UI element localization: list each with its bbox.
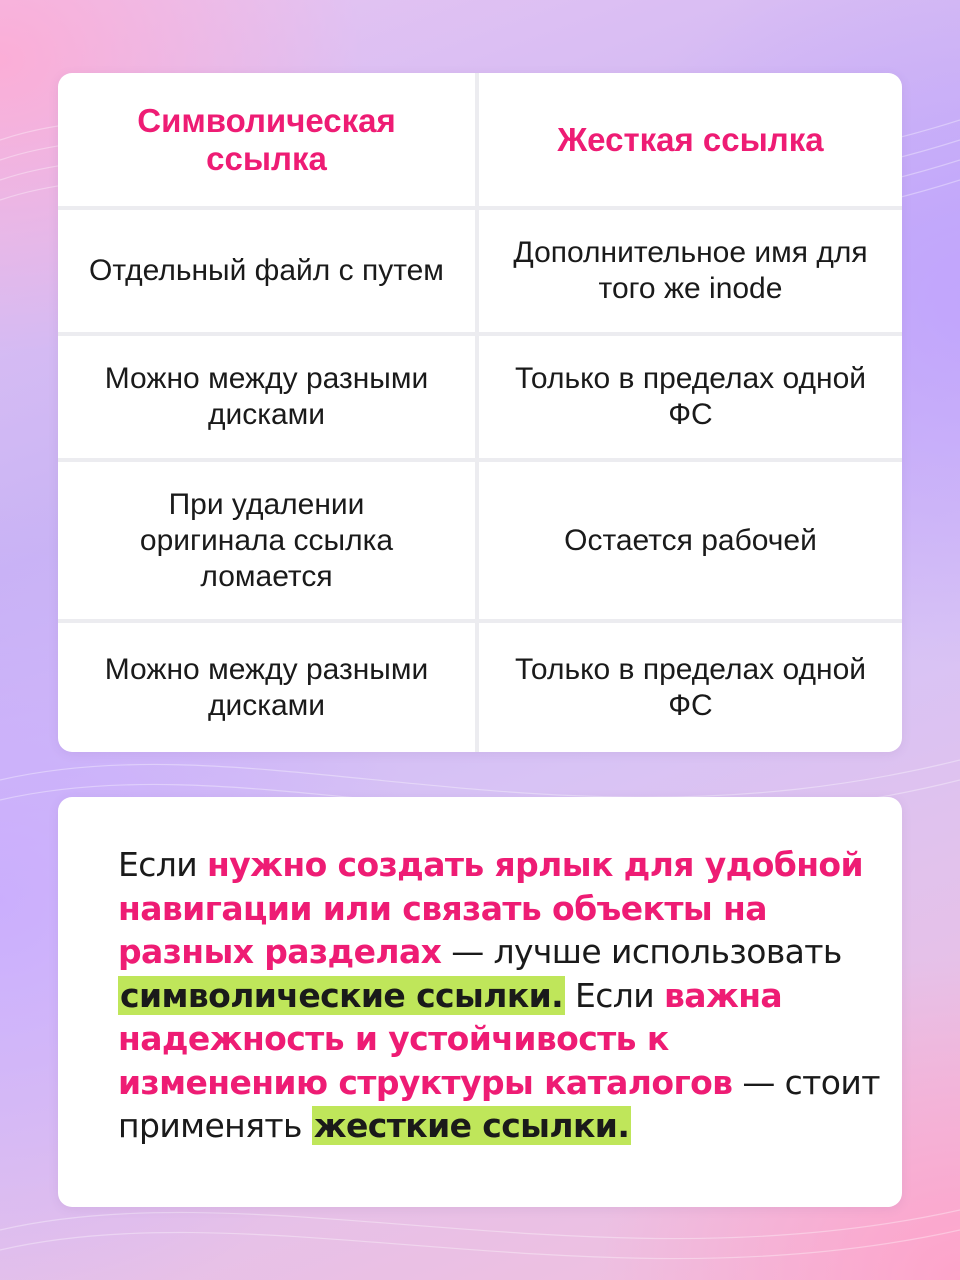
summary-card: [58, 797, 902, 1207]
table-cell: Можно между разными дисками: [58, 623, 479, 752]
table-cell: Можно между разными дисками: [58, 336, 479, 462]
table-cell: Только в пределах одной ФС: [514, 652, 867, 722]
table-cell: Дополнительное имя для того же inode: [479, 210, 902, 336]
comparison-table: [58, 73, 902, 752]
table-cell: При удалении оригинала ссылка ломается: [58, 462, 479, 623]
text-span: Если: [118, 845, 208, 884]
text-span: — стоит применять: [118, 1062, 880, 1145]
header-hard-link: Жесткая ссылка: [479, 73, 902, 210]
header-symbolic-link: Символическая ссылка: [58, 73, 479, 210]
table-cell: Отдельный файл с путем: [58, 210, 479, 336]
highlight-text: символические ссылки.: [120, 975, 564, 1015]
table-cell: Только в пределах одной ФС: [479, 336, 902, 462]
text-span: — лучше использовать: [441, 932, 842, 971]
emphasis-text: нужно создать ярлык для удобной навигации или связать объекты на разных разделах: [118, 845, 864, 971]
emphasis-text: важна надежность и устойчивость к изменению структуры каталогов: [118, 975, 783, 1102]
table-cell: Остается рабочей: [479, 462, 902, 623]
summary-paragraph: [118, 843, 888, 1148]
text-span: Если: [565, 975, 665, 1015]
highlight-text: жесткие ссылки.: [313, 1106, 630, 1145]
